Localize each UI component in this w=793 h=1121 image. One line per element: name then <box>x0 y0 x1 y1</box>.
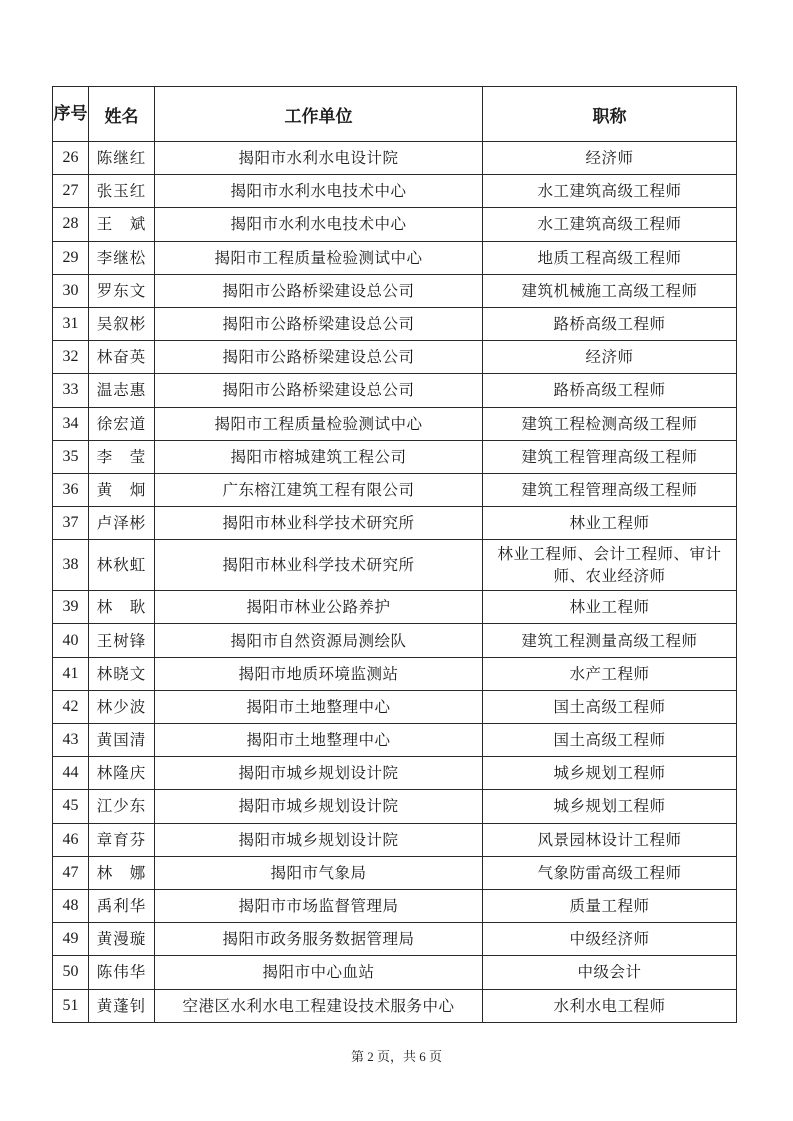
row-name: 黄漫璇 <box>89 923 155 956</box>
row-title: 地质工程高级工程师 <box>483 241 737 274</box>
row-name: 吴叙彬 <box>89 307 155 340</box>
page-footer: 第 2 页，共 6 页 <box>350 1049 442 1064</box>
row-number: 40 <box>53 624 89 657</box>
table-row <box>53 591 737 624</box>
table-row <box>53 142 737 175</box>
row-title: 建筑工程管理高级工程师 <box>483 473 737 506</box>
row-name: 李 莹 <box>89 440 155 473</box>
row-name: 徐宏道 <box>89 407 155 440</box>
row-name: 陈继红 <box>89 142 155 175</box>
row-number: 29 <box>53 241 89 274</box>
row-unit: 空港区水利水电工程建设技术服务中心 <box>155 989 483 1022</box>
row-title: 城乡规划工程师 <box>483 790 737 823</box>
row-name: 温志惠 <box>89 374 155 407</box>
row-unit: 揭阳市城乡规划设计院 <box>155 823 483 856</box>
row-name: 黄国清 <box>89 724 155 757</box>
header-title: 职称 <box>483 87 737 142</box>
row-number: 28 <box>53 208 89 241</box>
row-title: 国土高级工程师 <box>483 690 737 723</box>
row-name: 陈伟华 <box>89 956 155 989</box>
row-name: 林隆庆 <box>89 757 155 790</box>
row-number: 31 <box>53 307 89 340</box>
row-unit: 揭阳市城乡规划设计院 <box>155 790 483 823</box>
row-name: 张玉红 <box>89 175 155 208</box>
row-unit: 揭阳市公路桥梁建设总公司 <box>155 374 483 407</box>
personnel-table <box>52 86 737 1023</box>
row-title: 气象防雷高级工程师 <box>483 856 737 889</box>
row-number: 41 <box>53 657 89 690</box>
table-body <box>53 142 737 1023</box>
row-unit: 揭阳市林业科学技术研究所 <box>155 540 483 591</box>
table-row <box>53 690 737 723</box>
table-row <box>53 989 737 1022</box>
table-row <box>53 407 737 440</box>
row-number: 48 <box>53 889 89 922</box>
row-unit: 揭阳市工程质量检验测试中心 <box>155 407 483 440</box>
row-number: 35 <box>53 440 89 473</box>
row-name: 罗东文 <box>89 274 155 307</box>
row-number: 43 <box>53 724 89 757</box>
table-row <box>53 175 737 208</box>
table-row <box>53 473 737 506</box>
row-unit: 揭阳市市场监督管理局 <box>155 889 483 922</box>
row-unit: 揭阳市地质环境监测站 <box>155 657 483 690</box>
row-number: 44 <box>53 757 89 790</box>
row-unit: 揭阳市气象局 <box>155 856 483 889</box>
table-row <box>53 440 737 473</box>
row-number: 50 <box>53 956 89 989</box>
row-name: 王 斌 <box>89 208 155 241</box>
row-name: 林奋英 <box>89 341 155 374</box>
row-number: 49 <box>53 923 89 956</box>
row-number: 37 <box>53 507 89 540</box>
table-row <box>53 374 737 407</box>
table-row <box>53 208 737 241</box>
row-title: 经济师 <box>483 341 737 374</box>
row-unit: 揭阳市土地整理中心 <box>155 724 483 757</box>
row-number: 33 <box>53 374 89 407</box>
row-title: 建筑工程检测高级工程师 <box>483 407 737 440</box>
row-title: 中级会计 <box>483 956 737 989</box>
row-name: 黄蓬钊 <box>89 989 155 1022</box>
row-unit: 揭阳市水利水电技术中心 <box>155 175 483 208</box>
row-number: 47 <box>53 856 89 889</box>
row-number: 36 <box>53 473 89 506</box>
row-title: 中级经济师 <box>483 923 737 956</box>
row-unit: 揭阳市城乡规划设计院 <box>155 757 483 790</box>
row-number: 34 <box>53 407 89 440</box>
row-name: 江少东 <box>89 790 155 823</box>
row-name: 林少波 <box>89 690 155 723</box>
header-seq: 序号 <box>53 87 89 142</box>
row-title: 经济师 <box>483 142 737 175</box>
row-unit: 揭阳市林业科学技术研究所 <box>155 507 483 540</box>
table-row <box>53 889 737 922</box>
row-title: 风景园林设计工程师 <box>483 823 737 856</box>
table-row <box>53 823 737 856</box>
row-name: 王树锋 <box>89 624 155 657</box>
row-name: 林秋虹 <box>89 540 155 591</box>
row-number: 45 <box>53 790 89 823</box>
table-row <box>53 540 737 591</box>
row-unit: 揭阳市土地整理中心 <box>155 690 483 723</box>
row-number: 39 <box>53 591 89 624</box>
row-unit: 揭阳市政务服务数据管理局 <box>155 923 483 956</box>
row-title: 水产工程师 <box>483 657 737 690</box>
table-row <box>53 241 737 274</box>
row-unit: 揭阳市榕城建筑工程公司 <box>155 440 483 473</box>
row-name: 林 耿 <box>89 591 155 624</box>
row-name: 李继松 <box>89 241 155 274</box>
row-unit: 揭阳市林业公路养护 <box>155 591 483 624</box>
row-title: 质量工程师 <box>483 889 737 922</box>
row-title: 城乡规划工程师 <box>483 757 737 790</box>
table-row <box>53 624 737 657</box>
row-name: 禹利华 <box>89 889 155 922</box>
row-unit: 揭阳市公路桥梁建设总公司 <box>155 274 483 307</box>
table-row <box>53 307 737 340</box>
row-number: 26 <box>53 142 89 175</box>
table-row <box>53 657 737 690</box>
row-title: 路桥高级工程师 <box>483 307 737 340</box>
table-row <box>53 341 737 374</box>
row-name: 章育芬 <box>89 823 155 856</box>
table-header-row <box>53 87 737 142</box>
row-number: 30 <box>53 274 89 307</box>
row-name: 林 娜 <box>89 856 155 889</box>
row-unit: 揭阳市水利水电设计院 <box>155 142 483 175</box>
row-number: 32 <box>53 341 89 374</box>
row-unit: 揭阳市水利水电技术中心 <box>155 208 483 241</box>
row-name: 黄 炯 <box>89 473 155 506</box>
row-title: 水利水电工程师 <box>483 989 737 1022</box>
row-title: 路桥高级工程师 <box>483 374 737 407</box>
row-unit: 揭阳市公路桥梁建设总公司 <box>155 307 483 340</box>
table-row <box>53 757 737 790</box>
row-number: 38 <box>53 540 89 591</box>
row-unit: 揭阳市自然资源局测绘队 <box>155 624 483 657</box>
row-title: 林业工程师 <box>483 507 737 540</box>
table-row <box>53 956 737 989</box>
row-title: 建筑机械施工高级工程师 <box>483 274 737 307</box>
row-unit: 揭阳市工程质量检验测试中心 <box>155 241 483 274</box>
header-unit: 工作单位 <box>155 87 483 142</box>
row-name: 卢泽彬 <box>89 507 155 540</box>
table-row <box>53 856 737 889</box>
row-name: 林晓文 <box>89 657 155 690</box>
row-unit: 广东榕江建筑工程有限公司 <box>155 473 483 506</box>
table-row <box>53 923 737 956</box>
header-name: 姓名 <box>89 87 155 142</box>
table-row <box>53 790 737 823</box>
row-title: 林业工程师、会计工程师、审计师、农业经济师 <box>483 540 737 591</box>
row-title: 建筑工程管理高级工程师 <box>483 440 737 473</box>
table-row <box>53 724 737 757</box>
row-title: 林业工程师 <box>483 591 737 624</box>
table-row <box>53 274 737 307</box>
row-unit: 揭阳市公路桥梁建设总公司 <box>155 341 483 374</box>
table-row <box>53 507 737 540</box>
personnel-table-container <box>52 86 736 1023</box>
row-number: 42 <box>53 690 89 723</box>
row-title: 水工建筑高级工程师 <box>483 208 737 241</box>
row-title: 国土高级工程师 <box>483 724 737 757</box>
row-number: 46 <box>53 823 89 856</box>
row-number: 51 <box>53 989 89 1022</box>
row-title: 水工建筑高级工程师 <box>483 175 737 208</box>
row-number: 27 <box>53 175 89 208</box>
row-unit: 揭阳市中心血站 <box>155 956 483 989</box>
row-title: 建筑工程测量高级工程师 <box>483 624 737 657</box>
